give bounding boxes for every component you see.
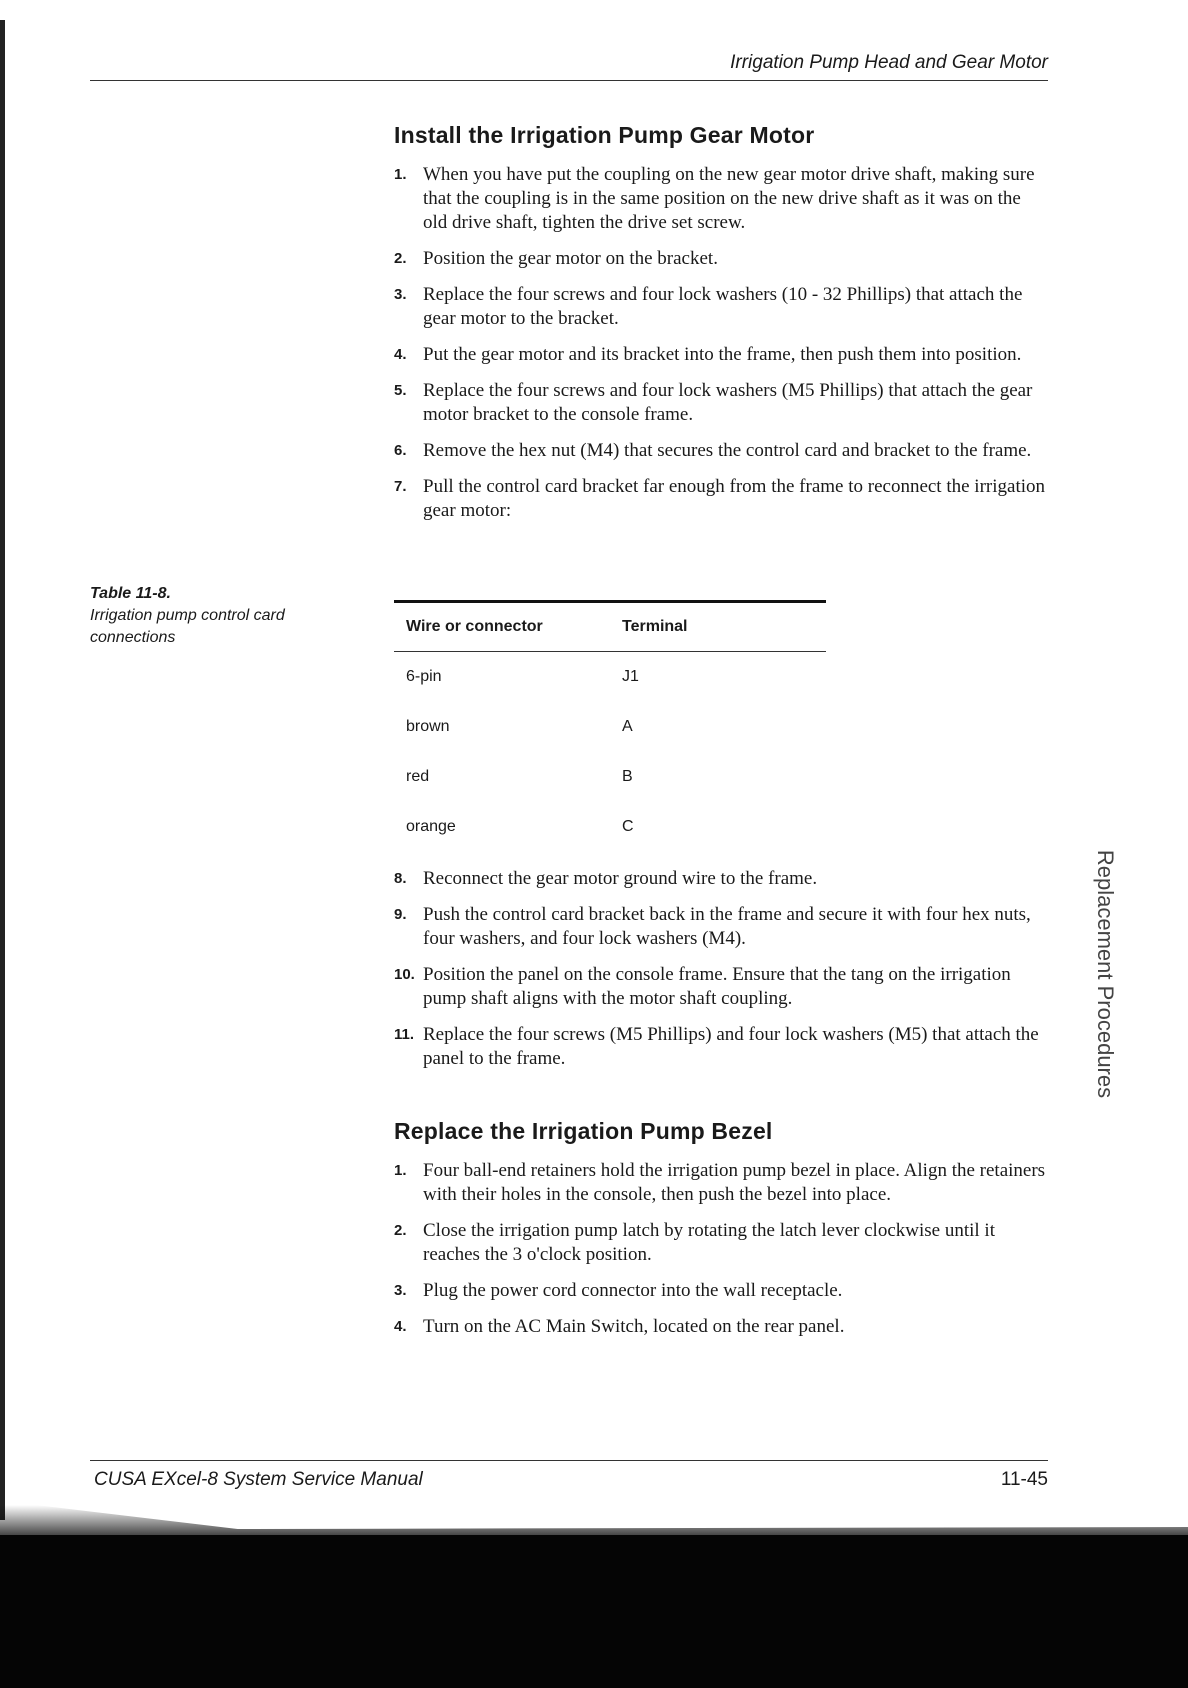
step-text: Pull the control card bracket far enough from the frame to reconnect the irrigation gear motor:: [423, 476, 1045, 521]
step-number: 8.: [394, 870, 407, 887]
step-number: 1.: [394, 1162, 407, 1179]
list-item: [394, 1023, 1049, 1071]
list-item: [394, 1159, 1049, 1207]
cell-wire: 6-pin: [406, 668, 442, 685]
footer-manual-title: CUSA EXcel-8 System Service Manual: [94, 1469, 423, 1490]
footer-rule: [90, 1460, 1048, 1461]
column-header-wire: Wire or connector: [406, 618, 543, 635]
side-tab: [1090, 849, 1120, 1099]
step-number: 7.: [394, 478, 407, 495]
cell-terminal: A: [622, 718, 633, 735]
list-item: [394, 163, 1049, 235]
step-number: 1.: [394, 166, 407, 183]
list-item: [394, 903, 1049, 951]
list-item: [394, 867, 1049, 891]
step-number: 11.: [394, 1026, 415, 1043]
scan-edge-bottom: [0, 1535, 1188, 1688]
table-row: [394, 652, 826, 703]
install-steps-list-b: [394, 867, 1049, 1083]
step-text: Close the irrigation pump latch by rotating the latch lever clockwise until it reaches the 3 o'clock position.: [423, 1220, 995, 1265]
step-number: 9.: [394, 906, 407, 923]
step-text: Push the control card bracket back in the frame and secure it with four hex nuts, four washers, and four lock washers (M4).: [423, 904, 1031, 949]
table-number: Table 11-8.: [90, 585, 171, 602]
list-item: [394, 283, 1049, 331]
list-item: [394, 1315, 1049, 1339]
cell-terminal: J1: [622, 668, 639, 685]
step-number: 4.: [394, 346, 407, 363]
step-text: When you have put the coupling on the new gear motor drive shaft, making sure that the coupling is in the same position on the new drive shaft as it was on the old drive shaft, tighten the drive set screw.: [423, 164, 1035, 233]
table-row: [394, 802, 826, 852]
step-number: 2.: [394, 250, 407, 267]
cell-wire: brown: [406, 718, 450, 735]
cell-wire: red: [406, 768, 430, 785]
connections-table: [394, 600, 826, 852]
bezel-steps-list: [394, 1159, 1049, 1351]
step-text: Put the gear motor and its bracket into the frame, then push them into position.: [423, 344, 1022, 365]
list-item: [394, 1279, 1049, 1303]
step-text: Replace the four screws and four lock washers (10 - 32 Phillips) that attach the gear motor to the bracket.: [423, 284, 1023, 329]
section-title-replace-bezel: Replace the Irrigation Pump Bezel: [394, 1118, 773, 1144]
step-number: 4.: [394, 1318, 407, 1335]
step-text: Reconnect the gear motor ground wire to the frame.: [423, 868, 818, 889]
footer-page-number: 11-45: [1000, 1469, 1048, 1490]
step-text: Replace the four screws (M5 Phillips) and four lock washers (M5) that attach the panel to the frame.: [423, 1024, 1039, 1069]
step-text: Replace the four screws and four lock washers (M5 Phillips) that attach the gear motor bracket to the console frame.: [423, 380, 1033, 425]
cell-terminal: B: [622, 768, 633, 785]
scan-edge-left: [0, 20, 5, 1520]
list-item: [394, 1219, 1049, 1267]
step-number: 3.: [394, 286, 407, 303]
table-row: [394, 702, 826, 752]
list-item: [394, 963, 1049, 1011]
step-text: Position the gear motor on the bracket.: [423, 248, 718, 269]
step-number: 2.: [394, 1222, 407, 1239]
section-title-install-gear-motor: Install the Irrigation Pump Gear Motor: [394, 122, 815, 148]
list-item: [394, 475, 1049, 523]
table-caption: [90, 583, 330, 649]
header-rule: [90, 80, 1048, 81]
install-steps-list-a: [394, 163, 1049, 535]
list-item: [394, 379, 1049, 427]
side-tab-label: Replacement Procedures: [1093, 849, 1118, 1099]
step-text: Remove the hex nut (M4) that secures the control card and bracket to the frame.: [423, 440, 1032, 461]
column-header-terminal: Terminal: [622, 618, 688, 635]
list-item: [394, 343, 1049, 367]
step-text: Four ball-end retainers hold the irrigation pump bezel in place. Align the retainers with their holes in the console, then push the bezel into place.: [423, 1160, 1046, 1205]
table-title: Irrigation pump control card connections: [90, 607, 285, 646]
running-header: Irrigation Pump Head and Gear Motor: [730, 52, 1048, 73]
table-row: [394, 752, 826, 802]
step-text: Position the panel on the console frame. Ensure that the tang on the irrigation pump shaft aligns with the motor shaft coupling.: [423, 964, 1011, 1009]
step-number: 6.: [394, 442, 407, 459]
step-number: 10.: [394, 966, 415, 983]
cell-terminal: C: [622, 818, 634, 835]
step-text: Turn on the AC Main Switch, located on the rear panel.: [423, 1316, 845, 1337]
list-item: [394, 247, 1049, 271]
table-header-row: [394, 602, 826, 652]
cell-wire: orange: [406, 818, 456, 835]
step-number: 5.: [394, 382, 407, 399]
step-text: Plug the power cord connector into the wall receptacle.: [423, 1280, 843, 1301]
list-item: [394, 439, 1049, 463]
step-number: 3.: [394, 1282, 407, 1299]
